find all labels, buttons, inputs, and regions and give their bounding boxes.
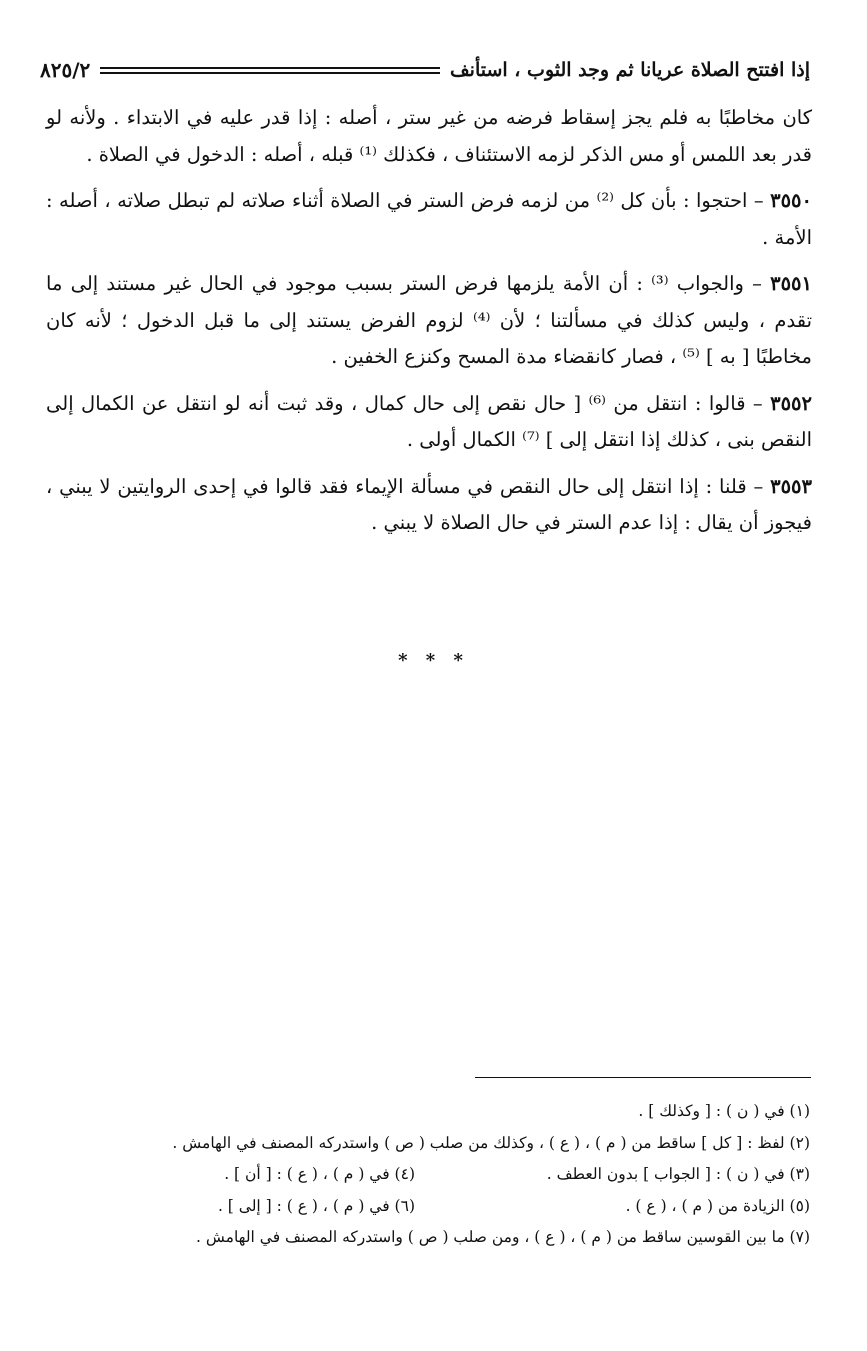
footnote-7: (٧) ما بين القوسين ساقط من ( م ) ، ( ع ) ، ومن صلب ( ص ) واستدركه المصنف في الهامش . [196,1228,810,1246]
footnote-4: (٤) في ( م ) ، ( ع ) : [ أن ] . [224,1165,415,1183]
paragraph-text: – قالوا : انتقل من ⁽⁶⁾ [ حال نقص إلى حال كمال ، وقد ثبت أنه لو انتقل عن الكمال إلى النقص بنى ، كذلك إذا انتقل إلى ] ⁽⁷⁾ الكمال أولى . [46,391,812,451]
paragraph-text: – احتجوا : بأن كل ⁽²⁾ من لزمه فرض الستر في الصلاة أثناء صلاته لم تبطل صلاته ، أصله : الأمة . [46,189,812,249]
paragraph-number: ٣٥٥٠ [770,189,812,212]
footnote-divider [475,1077,811,1078]
footnote-2: (٢) لفظ : [ كل ] ساقط من ( م ) ، ( ع ) ، وكذلك من صلب ( ص ) واستدركه المصنف في الهامش . [172,1133,810,1152]
paragraph-text: – والجواب ⁽³⁾ : أن الأمة يلزمها فرض الستر بسبب موجود في الحال غير مستند إلى ما تقدم ، وليس كذلك في مسألتنا ؛ لأن ⁽⁴⁾ لزوم الفرض يستند إلى ما قبل الدخول ؛ لأنه كان مخاطبًا [ به ] ⁽⁵⁾ ، فصار كانقضاء مدة المسح وكنزع الخفين . [46,272,813,368]
paragraph-3551 [46,266,812,376]
header-title: إذا افتتح الصلاة عريانا ثم وجد الثوب ، استأنف [450,59,810,81]
main-text [46,100,812,552]
paragraph-number: ٣٥٥١ [770,272,812,295]
paragraph-number: ٣٥٥٣ [770,474,812,498]
footnote-5: (٥) الزيادة من ( م ) ، ( ع ) . [625,1196,810,1215]
paragraph-text: – قلنا : إذا انتقل إلى حال النقص في مسألة الإيماء فقد قالوا في إحدى الروايتين لا يبني ، فيجوز أن يقال : إذا عدم الستر في حال الصلاة لا يبني . [46,474,812,534]
paragraph-text: كان مخاطبًا به فلم يجز إسقاط فرضه من غير ستر ، أصله : إذا قدر عليه في الابتداء . ولأنه لو قدر بعد اللمس أو مس الذكر لزمه الاستئناف ، فكذلك ⁽¹⁾ قبله ، أصله : الدخول في الصلاة . [46,106,812,166]
page-number: ٨٢٥/٢ [40,58,91,82]
footnote-3: (٣) في ( ن ) : [ الجواب ] بدون العطف . [546,1165,810,1183]
footnote-1: (١) في ( ن ) : [ وكذلك ] . [638,1102,810,1120]
section-separator: * * * [398,650,469,671]
paragraph [46,100,812,173]
paragraph-3553 [46,469,812,542]
header-rule [100,67,440,74]
footnote-row [46,1159,810,1191]
paragraph-number: ٣٥٥٢ [770,391,812,415]
footnotes [46,1096,810,1254]
footnote-row [46,1191,810,1223]
paragraph-3552 [46,386,812,459]
paragraph-3550 [46,183,812,256]
footnote-6: (٦) في ( م ) ، ( ع ) : [ إلى ] . [217,1196,415,1215]
running-header [40,50,810,90]
